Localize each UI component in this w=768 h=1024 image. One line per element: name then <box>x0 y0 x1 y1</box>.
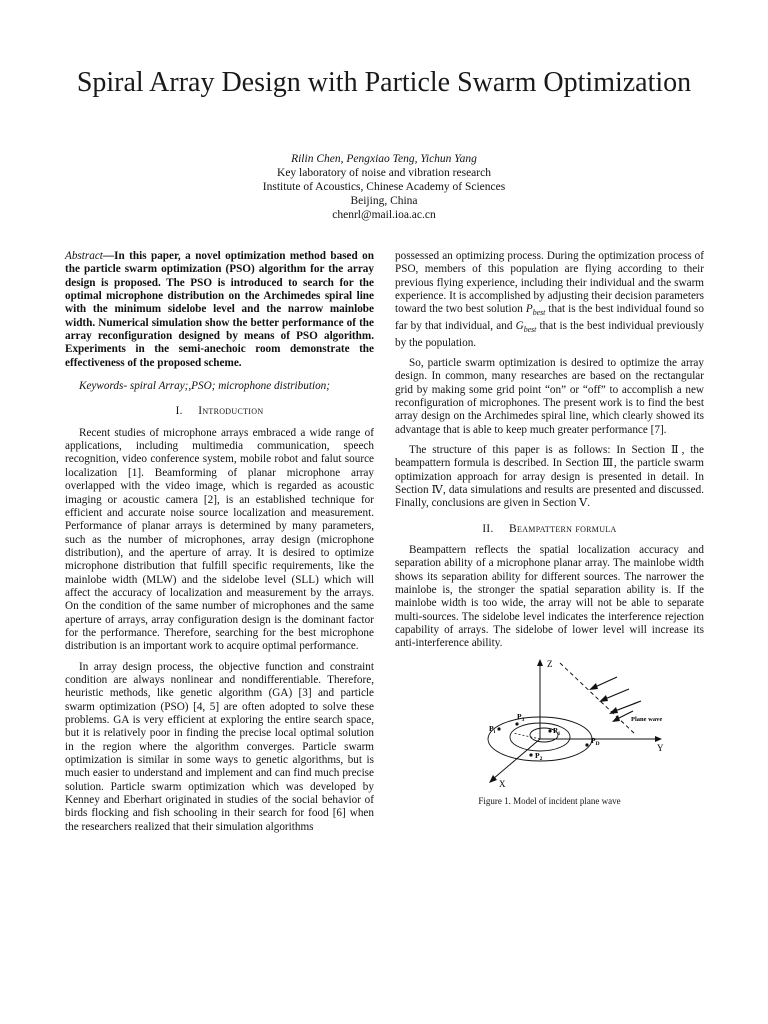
label-p2-sub: 2 <box>539 755 543 762</box>
section-1-title: Introduction <box>198 405 264 418</box>
label-pd-letter: P <box>591 735 596 745</box>
array-design-paragraph: So, particle swarm optimization is desired to optimize the array design. In common, many researches are based on the rectangular grid by making some grid point “on” or “off” to accomplish a new reconfiguration of microphones. The present work is to find the best array design on the Archimedes spiral line, which clearly showed its advantage that is able to keep much greater performance [7]. <box>395 356 704 436</box>
affiliation-line-1: Key laboratory of noise and vibration research <box>277 167 491 179</box>
label-z: Z <box>547 658 553 669</box>
label-p2 <box>535 751 543 762</box>
label-pd <box>591 736 600 747</box>
section-1-heading <box>65 405 374 418</box>
label-pi-letter: P <box>489 723 494 733</box>
label-p3-sub: 3 <box>521 716 525 723</box>
radial-line <box>513 733 540 739</box>
beampattern-paragraph: Beampattern reflects the spatial localization accuracy and separation ability of a microphone planar array. The mainlobe width shows its separation ability for different sources. The narrower the mainlobe is, the stronger the spatial separation ability is. If the mainlobe width is too wide, the array will not be able to separate multi-sources. The sidelobe level indicates the interference rejection capability of arrays. The sidelobe of lower level will increase its anti-interference ability. <box>395 544 704 650</box>
pbest-symbol: P <box>525 303 533 316</box>
intro-paragraph-2: In array design process, the objective function and constraint condition are always nonlinear and nondifferentiable. Therefore, heuristic methods, like genetic algorithm (GA) [3] and particle swarm optimization (PSO) [4, 5] are often adopted to solve these problems. GA is very efficient at exploring the entire search space, but it is relatively poor in finding the precise local optimal solution in the region where the algorithm converges. Particle swarm optimization is similar in some ways to genetic algorithms, but is much easier to understand and implement and can find much precise solution. Particle swarm optimization which was developed by Kenney and Eberhart originated in studies of the social behavior of birds flocking and fish schooling in their search for food [6] when the researchers realized that their simulation algorithms <box>65 660 374 833</box>
label-x: X <box>499 778 506 789</box>
label-plane-wave: Plane wave <box>631 715 663 723</box>
label-pd-sub: D <box>595 740 600 747</box>
incident-arrow-3 <box>615 701 641 711</box>
mic-point-p1 <box>548 729 551 732</box>
incident-arrowhead-3 <box>609 707 618 714</box>
label-p1 <box>553 726 561 737</box>
mic-point-p3 <box>515 722 518 725</box>
incident-arrowhead-2 <box>599 695 608 702</box>
abstract-paragraph <box>65 250 374 370</box>
label-p1-letter: P <box>553 725 558 735</box>
label-p1-sub: 1 <box>557 730 561 737</box>
structure-paragraph: The structure of this paper is as follows: In Section Ⅱ, the beampattern formula is described. In Section Ⅲ, the particle swarm optimization approach for array design is presented in detail. In Section Ⅳ, data simulations and results are presented and discussed. Finally, conclusions are given in Section Ⅴ. <box>395 443 704 510</box>
section-2-heading <box>395 523 704 536</box>
gbest-symbol: G <box>515 319 524 332</box>
section-1-number: I. <box>175 405 183 418</box>
section-2-number: II. <box>482 522 494 535</box>
affiliation-line-2: Institute of Acoustics, Chinese Academy of Sciences <box>262 181 506 193</box>
pso-text-c: that is the best individual previously by the population. <box>395 319 704 349</box>
pso-paragraph <box>395 250 704 350</box>
abstract-lead: Abstract <box>65 250 103 262</box>
plane-wave-diagram <box>395 659 704 789</box>
figure-1 <box>395 659 704 809</box>
label-p2-letter: P <box>535 750 540 760</box>
abstract-text: —In this paper, a novel optimization method based on the particle swarm optimization (PSO) algorithm for the array design is proposed. The PSO is introduced to search for the optimal microphone distribution on the Archimedes spiral line with the minimum sidelobe level and the narrow mainlobe width. Numerical simulation show the better performance of the array reconfiguration designed by means of PSO algorithm. Experiments in the semi-anechoic room demonstrate the effectiveness of the proposed scheme. <box>65 250 374 369</box>
label-pi-sub: i <box>493 728 496 735</box>
label-p3 <box>517 712 525 723</box>
y-axis-arrow <box>655 736 662 742</box>
z-axis-arrow <box>537 659 543 666</box>
left-column <box>65 250 374 841</box>
incident-arrowhead-1 <box>589 683 598 690</box>
gbest-subscript: best <box>523 325 537 335</box>
intro-paragraph-1: Recent studies of microphone arrays embraced a wide range of applications, including multimedia communication, speech recognition, video conference system, mobile robot and falut source localization [1]. Beamforming of planar microphone array overlapped with the video image, which is regarded as acoustic imaging or acoustic camera [2], is an established technique for efficient and accurate noise source localization and measurement. Performance of planar arrays is determined by many parameters, such as the number of microphones, array design (microphone distribution), and the aperture of array. It is desired to optimize microphone distribution that fulfill specific requirements, like the mainlobe width (MLW) and the sidelobe level (SLL) which will affect the accuracy of localization and measurement by the arrays. On the condition of the same number of microphones and the same aperture of arrays, array configuration design is the dominant factor for the performance. Therefore, searching for the best microphone distribution is an important work to acquire optimal performance. <box>65 426 374 653</box>
wavefront-line <box>560 663 635 734</box>
label-y: Y <box>657 742 664 753</box>
pso-text-b: that is the best individual found so far by that individual, and <box>395 303 705 332</box>
incident-arrow-2 <box>605 689 629 699</box>
location-line: Beijing, China <box>350 195 418 207</box>
figure-1-caption: Figure 1. Model of incident plane wave <box>478 795 621 806</box>
mic-point-pd <box>585 743 588 746</box>
keywords: Keywords- spiral Array;,PSO; microphone distribution; <box>79 380 330 393</box>
label-p3-letter: P <box>517 711 522 721</box>
incident-arrow-1 <box>595 677 617 687</box>
section-2-title: Beampattern formula <box>509 522 617 535</box>
mic-point-pi <box>497 727 500 730</box>
author-block <box>160 152 608 222</box>
right-column <box>395 250 704 809</box>
author-names: Rilin Chen, Pengxiao Teng, Yichun Yang <box>291 153 477 165</box>
author-email[interactable]: chenrl@mail.ioa.ac.cn <box>332 209 436 221</box>
pbest-subscript: best <box>532 308 546 318</box>
paper-title: Spiral Array Design with Particle Swarm Optimization <box>76 67 692 98</box>
mic-point-p4 <box>529 753 532 756</box>
pso-text-a: possessed an optimizing process. During the optimization process of PSO, members of this population are flying according to their previous flying experience, including their individual and the swarm experience. It is accomplished by adjusting their decision parameters toward the two best solution <box>395 250 704 316</box>
